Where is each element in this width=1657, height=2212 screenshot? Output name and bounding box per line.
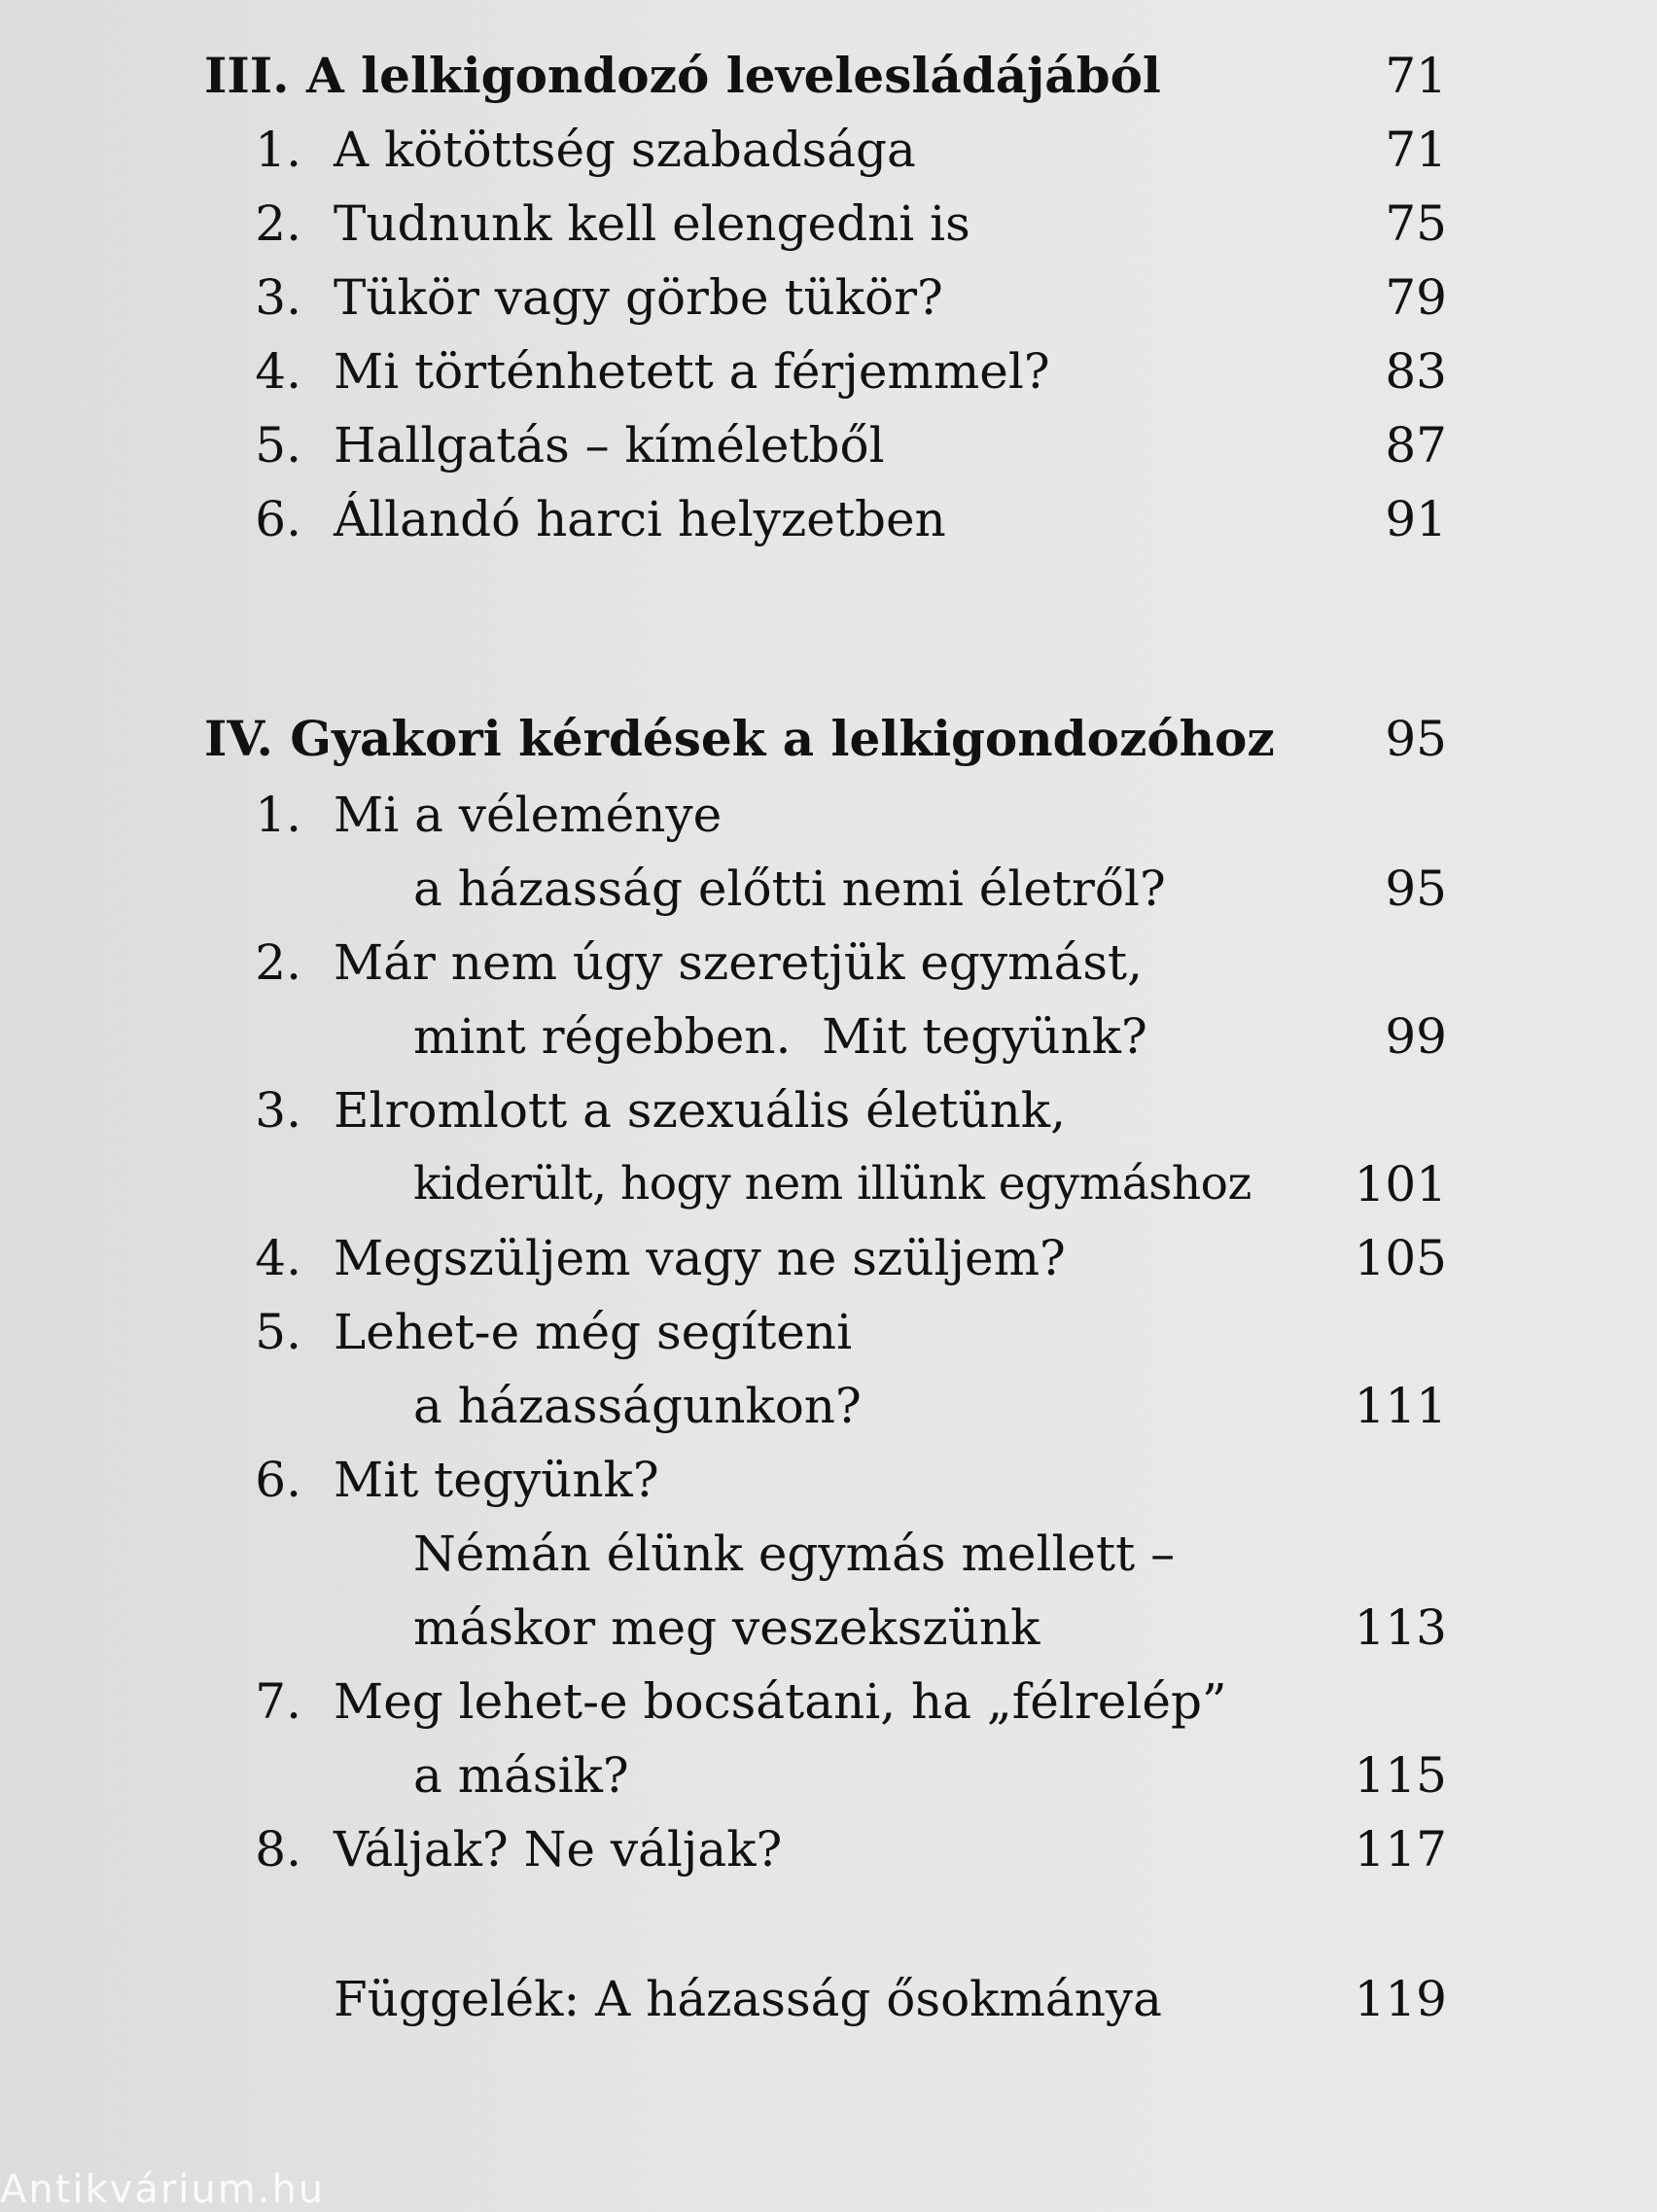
section-iii-title: III. A lelkigondozó levelesládájából <box>204 47 1161 104</box>
item-title: Tudnunk kell elengedni is <box>334 195 970 252</box>
watermark: Antikvárium.hu <box>0 2167 326 2212</box>
section-iv-title: IV. Gyakori kérdések a lelkigondozóhoz <box>204 710 1275 767</box>
item-number: 2. <box>255 195 301 252</box>
item-number: 2. <box>255 934 301 991</box>
item-page: 79 <box>1385 269 1447 326</box>
item-title-continued: máskor meg veszekszünk <box>413 1599 1040 1656</box>
item-number: 1. <box>255 122 301 178</box>
item-page: 71 <box>1385 122 1447 178</box>
section-iv-page: 95 <box>1385 711 1447 767</box>
item-page: 111 <box>1354 1378 1447 1434</box>
item-title: Mit tegyünk? <box>334 1452 659 1508</box>
item-page: 83 <box>1385 343 1447 400</box>
item-title: Tükör vagy görbe tükör? <box>334 269 943 326</box>
item-title-continued: a másik? <box>413 1747 629 1804</box>
item-title-continued: mint régebben. Mit tegyünk? <box>413 1008 1147 1065</box>
item-title: Megszüljem vagy ne szüljem? <box>334 1230 1066 1286</box>
item-title: Meg lehet-e bocsátani, ha „félrelép” <box>334 1673 1227 1730</box>
item-title: Mi történhetett a férjemmel? <box>334 343 1050 400</box>
item-title: Váljak? Ne váljak? <box>334 1821 783 1878</box>
item-title: Mi a véleménye <box>334 787 723 843</box>
item-number: 3. <box>255 1082 301 1139</box>
item-title-continued: kiderült, hogy nem illünk egymáshoz <box>413 1157 1252 1211</box>
item-page: 91 <box>1385 491 1447 547</box>
item-title-continued: Némán élünk egymás mellett – <box>413 1526 1176 1582</box>
item-title: Lehet-e még segíteni <box>334 1304 853 1360</box>
item-title: Hallgatás – kíméletből <box>334 417 885 474</box>
item-number: 6. <box>255 491 301 547</box>
item-page: 95 <box>1385 860 1447 917</box>
item-number: 4. <box>255 343 301 400</box>
item-number: 1. <box>255 787 301 843</box>
item-number: 4. <box>255 1230 301 1286</box>
item-page: 101 <box>1354 1156 1447 1212</box>
item-number: 8. <box>255 1821 301 1878</box>
item-number: 5. <box>255 417 301 474</box>
item-page: 113 <box>1354 1599 1447 1656</box>
item-page: 117 <box>1354 1821 1447 1878</box>
section-iii-page: 71 <box>1385 48 1447 104</box>
item-title: Már nem úgy szeretjük egymást, <box>334 934 1144 991</box>
item-page: 115 <box>1354 1747 1447 1804</box>
item-page: 99 <box>1385 1008 1447 1065</box>
item-title: Állandó harci helyzetben <box>334 491 946 547</box>
appendix-title: Függelék: A házasság ősokmánya <box>334 1971 1162 2027</box>
item-page: 105 <box>1354 1230 1447 1286</box>
item-number: 6. <box>255 1452 301 1508</box>
item-number: 3. <box>255 269 301 326</box>
item-page: 75 <box>1385 195 1447 252</box>
item-title: Elromlott a szexuális életünk, <box>334 1082 1066 1139</box>
item-title-continued: a házasságunkon? <box>413 1378 862 1434</box>
item-title: A kötöttség szabadsága <box>334 122 916 178</box>
item-page: 87 <box>1385 417 1447 474</box>
item-number: 5. <box>255 1304 301 1360</box>
item-title-continued: a házasság előtti nemi életről? <box>413 860 1166 917</box>
item-number: 7. <box>255 1673 301 1730</box>
appendix-page: 119 <box>1354 1971 1447 2027</box>
